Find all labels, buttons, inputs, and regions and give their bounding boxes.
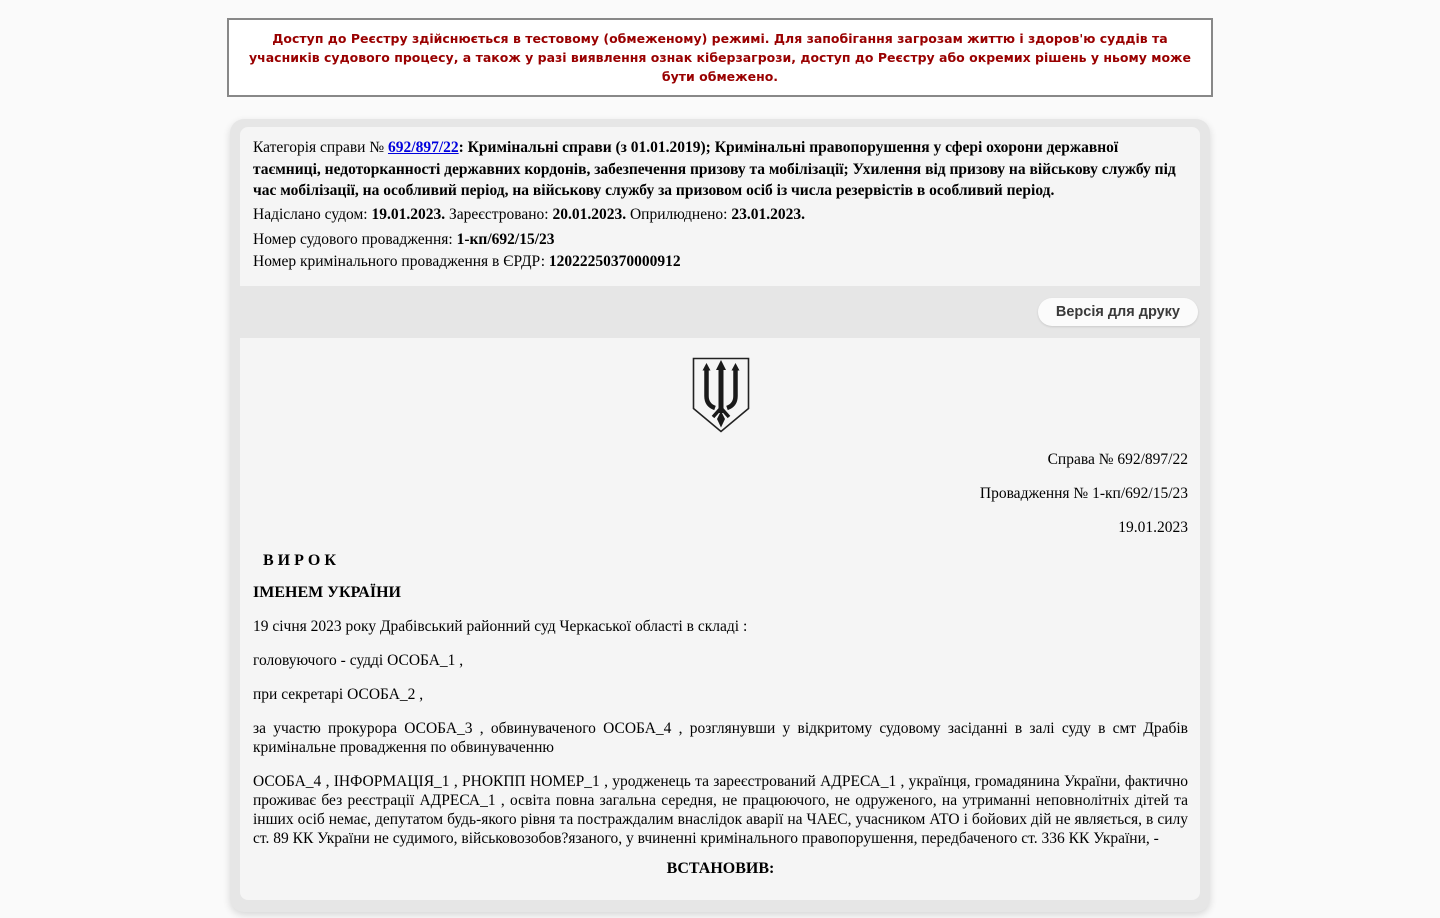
registered-date: 20.01.2023. (552, 205, 627, 223)
doc-date: 19.01.2023 (1118, 519, 1188, 536)
case-number-link[interactable]: 692/897/22 (388, 139, 459, 156)
case-dates-line (253, 204, 1187, 226)
criminal-proceeding-line (253, 251, 1187, 273)
ukraine-trident-emblem-icon (691, 356, 751, 434)
verdict-paragraph: при секретарі ОСОБА_2 , (253, 686, 424, 703)
published-date: 23.01.2023. (731, 205, 805, 223)
print-version-button[interactable]: Версія для друку (1038, 298, 1198, 326)
court-proceeding-number: 1-кп/692/15/23 (456, 231, 555, 248)
verdict-document (240, 338, 1200, 900)
published-label: Оприлюднено: (626, 205, 732, 223)
case-info-block (253, 450, 1188, 538)
court-proceeding-line (253, 229, 1187, 251)
verdict-title: В И Р О К (263, 552, 336, 569)
case-category-line (253, 137, 1187, 202)
category-description: : Кримінальні справи (з 01.01.2019); Кримінальні правопорушення у сфері охорони державної таємниці, недоторканності державних кордонів, забезпечення призову та мобілізації; Ухилення від призову на військову службу під час мобілізації, на особливий період, на військову службу за призовом осіб із числа резервістів в особливий період. (253, 139, 1176, 199)
criminal-proceeding-number: 12022250370000912 (548, 252, 681, 270)
doc-case-number: Справа № 692/897/22 (1047, 451, 1188, 468)
category-label: Категорія справи № (253, 139, 389, 156)
case-metadata-panel (240, 127, 1200, 286)
court-proceeding-label: Номер судового провадження: (253, 231, 457, 248)
verdict-paragraph: 19 січня 2023 року Драбівський районний суд Черкаської області в складі : (253, 618, 748, 635)
resolution-heading: ВСТАНОВИВ: (666, 860, 775, 877)
verdict-subtitle: ІМЕНЕМ УКРАЇНИ (253, 584, 401, 601)
case-container (230, 119, 1210, 912)
doc-proceeding-number: Провадження № 1-кп/692/15/23 (979, 485, 1188, 502)
warning-text: Доступ до Реєстру здійснюється в тестовому (обмеженому) режимі. Для запобігання загрозам життю і здоров'ю суддів та учасників судового процесу, а також у разі виявлення ознак кіберзагрози, доступ до Реєстру або окремих рішень у ньому може бути обмежено. (249, 31, 1191, 84)
verdict-paragraph: за участю прокурора ОСОБА_3 , обвинуваченого ОСОБА_4 , розглянувши у відкритому судовому засіданні в залі суду в смт Драбів кримінальне провадження по обвинуваченню (253, 720, 1188, 756)
criminal-proceeding-label: Номер кримінального провадження в ЄРДР: (253, 252, 549, 270)
sent-label: Надіслано судом: (253, 205, 372, 223)
sent-date: 19.01.2023. (371, 205, 446, 223)
registered-label: Зареєстровано: (445, 205, 553, 223)
verdict-paragraph: головуючого - судді ОСОБА_1 , (253, 652, 464, 669)
toolbar (240, 286, 1200, 338)
verdict-paragraph: ОСОБА_4 , ІНФОРМАЦІЯ_1 , РНОКПП НОМЕР_1 , уродженець та зареєстрований АДРЕСА_1 , українця, громадянина України, фактично проживає без реєстрації АДРЕСА_1 , освіта повна загальна середня, не працюючого, не одруженого, на утриманні неповнолітніх дітей та інших осіб немає, депутатом будь-якого рівня та постраждалим внаслідок аварії на ЧАЕС, учасником АТО і бойових дій не являється, в силу ст. 89 КК України не судимого, військовозобов?язаного, у вчиненні кримінального правопорушення, передбаченого ст. 336 КК України, - (253, 773, 1188, 847)
test-mode-warning-banner (227, 18, 1213, 97)
